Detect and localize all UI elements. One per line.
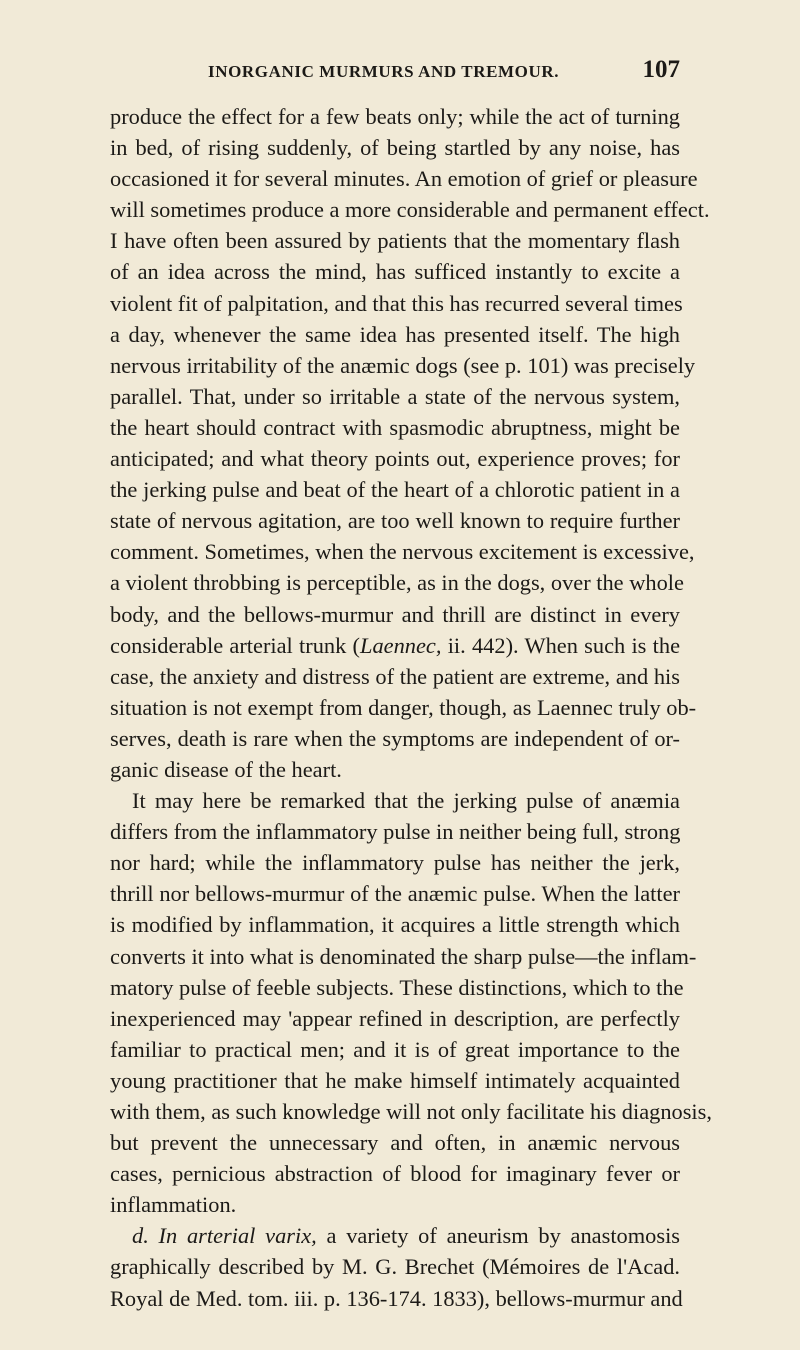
text-line: nervous irritability of the anæmic dogs (see p. 101) was precisely: [110, 352, 696, 378]
text-line: the jerking pulse and beat of the heart of a chlorotic patient in a: [110, 477, 680, 503]
text-line: state of nervous agitation, are too well known to require further: [110, 508, 680, 534]
italic-text: arterial varix,: [186, 1223, 317, 1249]
text-line: a violent throbbing is perceptible, as in the dogs, over the whole: [110, 570, 684, 596]
text-line: a day, whenever the same idea has presented itself. The high: [110, 321, 680, 347]
text-line: will sometimes produce a more considerable and permanent effect.: [110, 197, 710, 223]
text-line: violent fit of palpitation, and that this has recurred several times: [110, 290, 683, 316]
text-line: in bed, of rising suddenly, of being startled by any noise, has: [110, 135, 680, 161]
text-line: inflammation.: [110, 1192, 237, 1218]
text-line: Royal de Med. tom. iii. p. 136-174. 1833), bellows-murmur and: [110, 1285, 683, 1311]
text-line: but prevent the unnecessary and often, in anæmic nervous: [110, 1130, 680, 1156]
text-line: anticipated; and what theory points out, experience proves; for: [110, 446, 680, 472]
text-line: young practitioner that he make himself intimately acquainted: [110, 1067, 680, 1093]
running-head: INORGANIC MURMURS AND TREMOUR.: [208, 62, 560, 81]
text-line: of an idea across the mind, has sufficed instantly to excite a: [110, 259, 680, 285]
text-line: It may here be remarked that the jerking pulse of anæmia: [132, 788, 680, 814]
page-number: 107: [642, 56, 680, 83]
text-line: body, and the bellows-murmur and thrill are distinct in every: [110, 601, 680, 627]
text-line: case, the anxiety and distress of the patient are extreme, and his: [110, 663, 680, 689]
text-line: inexperienced may 'appear refined in description, are perfectly: [110, 1005, 680, 1031]
text-line: the heart should contract with spasmodic abruptness, might be: [110, 414, 680, 440]
text-line: matory pulse of feeble subjects. These distinctions, which to the: [110, 974, 684, 1000]
text-line: situation is not exempt from danger, though, as Laennec truly ob-: [110, 694, 697, 720]
text-segment: a variety of aneurism by anastomosis: [316, 1223, 681, 1249]
text-line: parallel. That, under so irritable a state of the nervous system,: [110, 383, 680, 409]
text-line: I have often been assured by patients that the momentary flash: [110, 228, 680, 254]
text-line: [110, 1220, 680, 1251]
text-line: ganic disease of the heart.: [110, 756, 342, 782]
text-line: with them, as such knowledge will not only facilitate his diagnosis,: [110, 1099, 712, 1124]
body-text: [110, 101, 712, 1314]
text-line: is modified by inflammation, it acquires a little strength which: [110, 912, 680, 938]
page-header: [110, 58, 680, 90]
text-line: converts it into what is denominated the sharp pulse—the inflam-: [110, 943, 697, 969]
text-line: produce the effect for a few beats only; while the act of turning: [110, 104, 680, 129]
text-line: serves, death is rare when the symptoms are independent of or-: [110, 725, 680, 751]
text-line: differs from the inflammatory pulse in neither being full, strong: [110, 819, 681, 845]
text-segment: d. In: [132, 1223, 187, 1249]
text-line: cases, pernicious abstraction of blood for imaginary fever or: [110, 1161, 680, 1187]
text-line: [110, 630, 680, 661]
italic-text: Laennec,: [360, 632, 442, 658]
text-segment: considerable arterial trunk (: [110, 632, 360, 658]
text-line: occasioned it for several minutes. An emotion of grief or pleasure: [110, 166, 698, 192]
text-segment: ii. 442). When such is the: [441, 632, 681, 658]
text-line: nor hard; while the inflammatory pulse has neither the jerk,: [110, 850, 680, 876]
text-line: familiar to practical men; and it is of great importance to the: [110, 1036, 680, 1062]
text-line: graphically described by M. G. Brechet (Mémoires de l'Acad.: [110, 1254, 680, 1280]
text-line: comment. Sometimes, when the nervous excitement is excessive,: [110, 539, 695, 565]
text-line: thrill nor bellows-murmur of the anæmic pulse. When the latter: [110, 881, 680, 907]
